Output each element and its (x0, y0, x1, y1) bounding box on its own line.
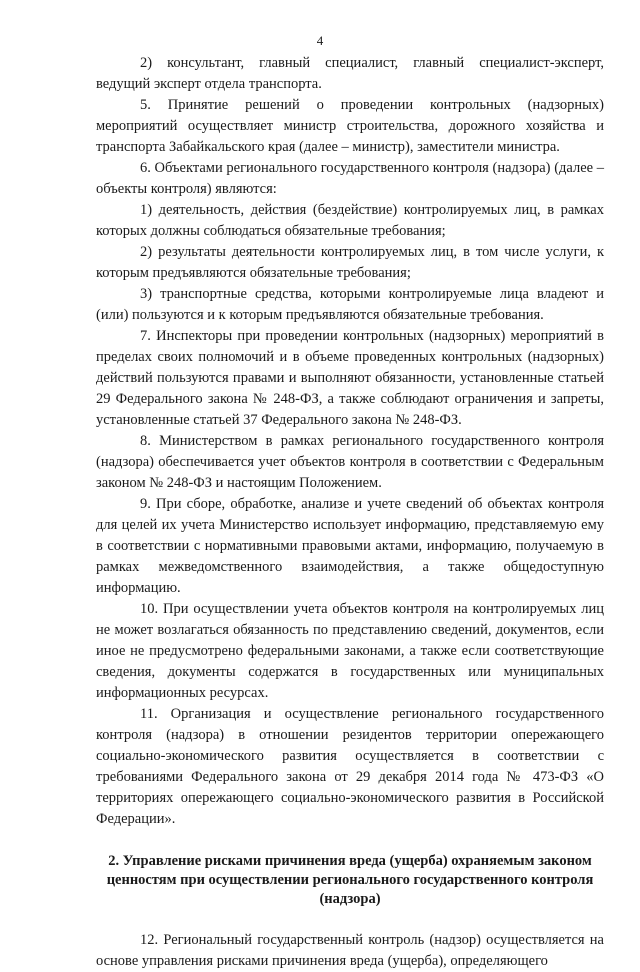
paragraph-6-item-1: 1) деятельность, действия (бездействие) контролируемых лиц, в рамках которых должны соблюдаться обязательные требования; (96, 202, 604, 239)
paragraph-item-2-consultant: 2) консультант, главный специалист, главный специалист-эксперт, ведущий эксперт отдела транспорта. (96, 55, 604, 92)
paragraph-6: 6. Объектами регионального государственного контроля (надзора) (далее – объекты контроля) являются: (96, 160, 604, 197)
paragraph-6-item-3: 3) транспортные средства, которыми контролируемые лица владеют и (или) пользуются и к которым предъявляются обязательные требования. (96, 286, 604, 323)
page-number: 4 (316, 33, 324, 48)
paragraph-7: 7. Инспекторы при проведении контрольных (надзорных) мероприятий в пределах своих полномочий и в объеме проведенных контрольных (надзорных) действий пользуются правами и выполняют обязанности, установленные статьей 29 Федерального закона № 248-ФЗ, а также соблюдают ограничения и запреты, установленные статьей 37 Федерального закона № 248-ФЗ. (96, 328, 604, 428)
paragraph-10: 10. При осуществлении учета объектов контроля на контролируемых лиц не может возлагаться обязанность по представлению сведений, документов, если иное не предусмотрено федеральными законами, а также если соответствующие сведения, документы содержатся в государственных или муниципальных информационных ресурсах. (96, 601, 604, 701)
paragraph-12: 12. Региональный государственный контроль (надзор) осуществляется на основе управления рисками причинения вреда (ущерба), определяющего (96, 932, 604, 969)
paragraph-8: 8. Министерством в рамках регионального государственного контроля (надзора) обеспечивается учет объектов контроля в соответствии с Федеральным законом № 248-ФЗ и настоящим Положением. (96, 433, 604, 491)
paragraph-11: 11. Организация и осуществление регионального государственного контроля (надзора) в отношении резидентов территории опережающего социально-экономического развития осуществляется в соответствии с требованиями Федерального закона от 29 декабря 2014 года № 473-ФЗ «О территориях опережающего социально-экономического развития в Российской Федерации». (96, 706, 604, 827)
paragraph-6-item-2: 2) результаты деятельности контролируемых лиц, в том числе услуги, к которым предъявляются обязательные требования; (96, 244, 604, 281)
paragraph-9: 9. При сборе, обработке, анализе и учете сведений об объектах контроля для целей их учета Министерство использует информацию, представляемую ему в соответствии с нормативными правовыми актами, информацию, получаемую в рамках межведомственного взаимодействия, а также общедоступную информацию. (96, 496, 604, 596)
paragraph-5: 5. Принятие решений о проведении контрольных (надзорных) мероприятий осуществляет министр строительства, дорожного хозяйства и транспорта Забайкальского края (далее – министр), заместители министра. (96, 97, 604, 155)
section-heading: 2. Управление рисками причинения вреда (ущерба) охраняемым законом ценностям при осуществлении регионального государственного контроля (надзора) (106, 853, 594, 907)
document-body (96, 53, 604, 972)
